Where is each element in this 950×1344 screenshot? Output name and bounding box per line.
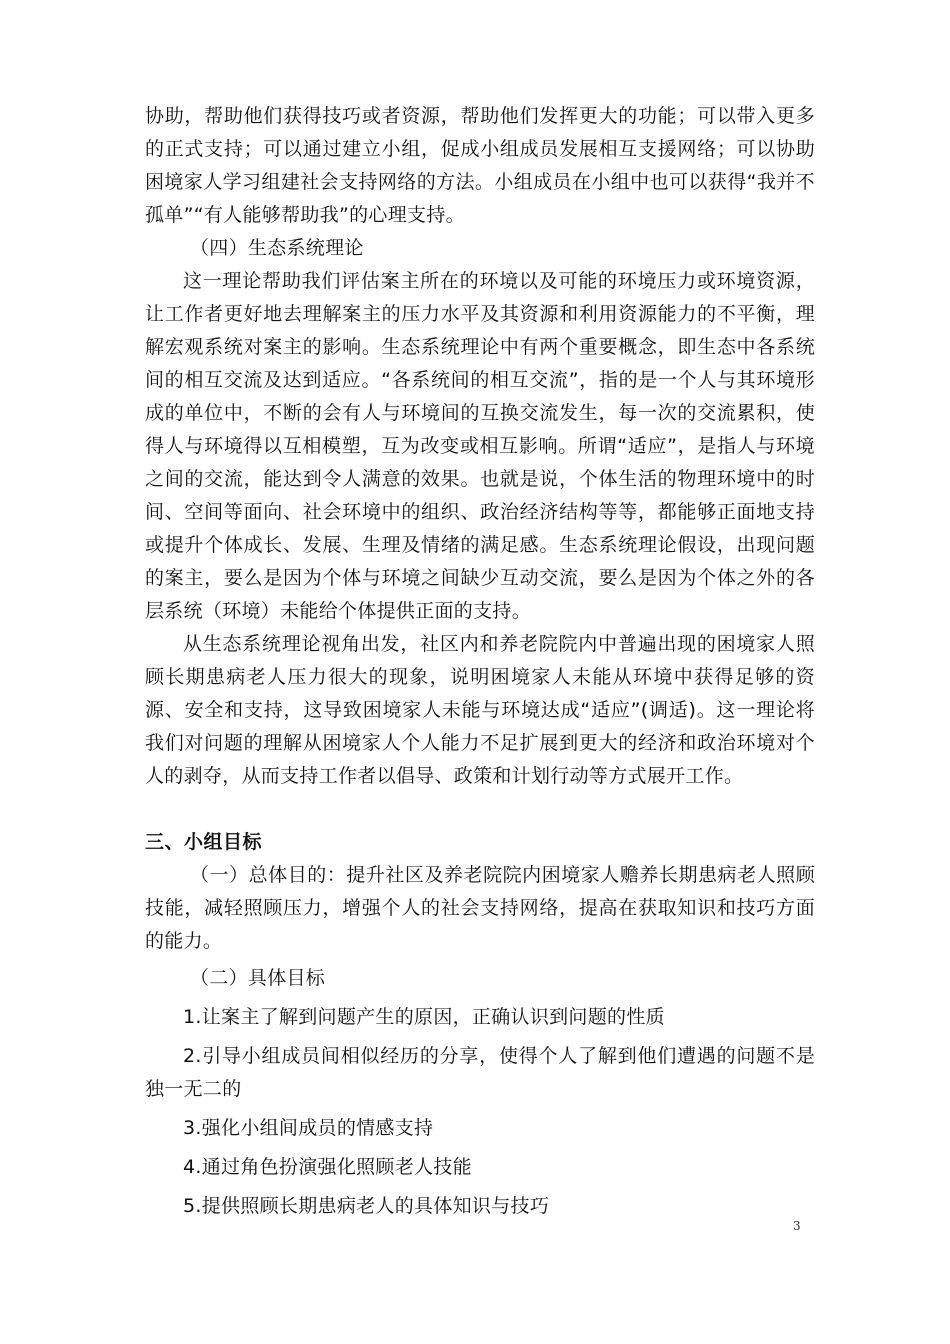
ecosystem-paragraph-1: 这一理论帮助我们评估案主所在的环境以及可能的环境压力或环境资源，让工作者更好地去理解案主的压力水平及其资源和利用资源能力的不平衡，理解宏观系统对案主的影响。生态系统理论中有两个重要概念，即生态中各系统间的相互交流及达到适应。“各系统间的相互交流”，指的是一个人与其环境形成的单位中，不断的会有人与环境间的互换交流发生，每一次的交流累积，使得人与环境得以互相模塑，互为改变或相互影响。所谓“适应”，是指人与环境之间的交流，能达到令人满意的效果。也就是说，个体生活的物理环境中的时间、空间等面向、社会环境中的组织、政治经济结构等等，都能够正面地支持或提升个体成长、发展、生理及情绪的满足感。生态系统理论假设，出现问题的案主，要么是因为个体与环境之间缺少互动交流，要么是因为个体之外的各层系统（环境）未能给个体提供正面的支持。 [145, 270, 815, 622]
specific-goals-title: （二）具体目标 [190, 967, 326, 989]
goal-item-2: 2.引导小组成员间相似经历的分享，使得个人了解到他们遭遇的问题不是独一无二的 [145, 1045, 815, 1100]
page-number: 3 [793, 1219, 801, 1233]
goal-item-4: 4.通过角色扮演强化照顾老人技能 [183, 1156, 472, 1178]
overall-goal: （一）总体目的：提升社区及养老院院内困境家人赡养长期患病老人照顾技能，减轻照顾压力，增强个人的社会支持网络，提高在获取知识和技巧方面的能力。 [145, 864, 815, 952]
section-4-title: （四）生态系统理论 [190, 237, 364, 259]
goal-item-1: 1.让案主了解到问题产生的原因，正确认识到问题的性质 [183, 1006, 665, 1028]
page-content [145, 100, 815, 1223]
ecosystem-paragraph-2: 从生态系统理论视角出发，社区内和养老院院内中普遍出现的困境家人照顾长期患病老人压力很大的现象，说明困境家人未能从环境中获得足够的资源、安全和支持，这导致困境家人未能与环境达成“适应”(调适)。这一理论将我们对问题的理解从困境家人个人能力不足扩展到更大的经济和政治环境对个人的剥夺，从而支持工作者以倡导、政策和计划行动等方式展开工作。 [145, 633, 815, 787]
section-3-heading: 三、小组目标 [145, 831, 263, 853]
goal-item-5: 5.提供照顾长期患病老人的具体知识与技巧 [183, 1195, 550, 1217]
continuation-paragraph: 协助，帮助他们获得技巧或者资源，帮助他们发挥更大的功能；可以带入更多的正式支持；可以通过建立小组，促成小组成员发展相互支援网络；可以协助困境家人学习组建社会支持网络的方法。小组成员在小组中也可以获得“我并不孤单”“有人能够帮助我”的心理支持。 [145, 105, 815, 226]
goal-item-3: 3.强化小组间成员的情感支持 [183, 1117, 434, 1139]
